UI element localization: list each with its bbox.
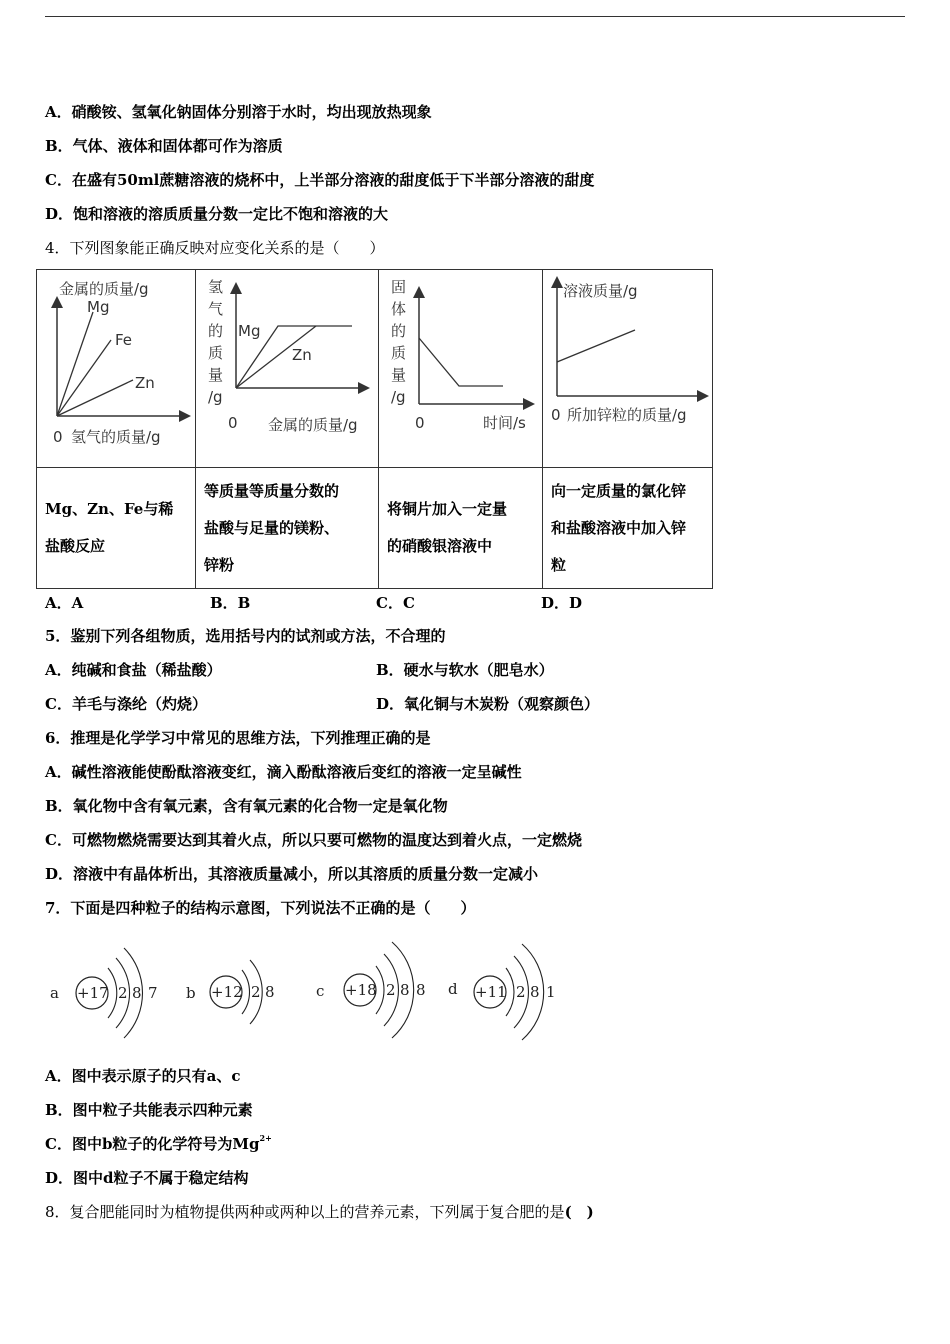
- q3-option-a: A．硝酸铵、氢氧化钠固体分别溶于水时，均出现放热现象: [45, 103, 432, 121]
- particle-a-label: a: [50, 984, 59, 1002]
- graph-b-ylabel-3: 的: [208, 322, 224, 340]
- graph-a-ylabel: 金属的质量/g: [59, 280, 149, 298]
- graph-b-ylabel-2: 气: [208, 300, 224, 318]
- graph-a-line-zn: [57, 380, 133, 416]
- particle-c-nucleus-charge: +18: [345, 981, 377, 999]
- graph-b: [196, 270, 378, 466]
- particle-c: [316, 942, 426, 1038]
- particle-d-label: d: [448, 980, 458, 998]
- desc-d-line-3: 粒: [551, 555, 567, 574]
- particle-a-shell-1: [108, 968, 117, 1018]
- desc-d: [543, 468, 713, 589]
- graph-a-series-fe: Fe: [115, 331, 133, 349]
- graph-c-ylabel-4: 质: [391, 344, 407, 362]
- desc-b-line-2: 盐酸与足量的镁粉、: [204, 518, 340, 537]
- header-rule: [45, 16, 905, 17]
- particle-b: [186, 960, 275, 1024]
- particle-c-shell-1: [376, 966, 384, 1014]
- q8-answer-paren: ( ): [564, 1203, 594, 1221]
- particle-a: [50, 948, 158, 1038]
- graph-c-ylabel-6: /g: [391, 388, 406, 406]
- graph-c-ylabel-1: 固: [391, 278, 407, 296]
- graph-b-cell: [196, 270, 379, 468]
- graph-d-ylabel: 溶液质量/g: [563, 282, 638, 300]
- graph-a-series-zn: Zn: [135, 374, 155, 392]
- q4-option-d: D．D: [541, 594, 583, 612]
- q4-option-a: A．A: [45, 594, 84, 612]
- particle-a-shell-2-electrons: 8: [132, 984, 142, 1002]
- q7-option-b: B．图中粒子共能表示四种元素: [45, 1101, 253, 1119]
- graph-a-line-fe: [57, 340, 111, 416]
- particle-d-shell-3-electrons: 1: [546, 983, 556, 1001]
- particle-c-shell-3-electrons: 8: [416, 981, 426, 999]
- q6-option-b: B．氧化物中含有氧元素，含有氧元素的化合物一定是氧化物: [45, 797, 448, 815]
- graph-a-line-mg: [57, 312, 93, 416]
- graph-a-series-mg: Mg: [87, 298, 110, 316]
- desc-c: [379, 468, 543, 589]
- q4-stem: 4．下列图象能正确反映对应变化关系的是（ ）: [45, 239, 385, 257]
- particle-c-shell-2-electrons: 8: [400, 981, 410, 999]
- desc-b-line-1: 等质量等质量分数的: [204, 481, 340, 500]
- q4-option-table: [36, 269, 713, 589]
- graph-b-ylabel-4: 质: [208, 344, 224, 362]
- q8-stem-text: 8．复合肥能同时为植物提供两种或两种以上的营养元素，下列属于复合肥的是: [45, 1203, 565, 1221]
- particle-b-shell-1-electrons: 2: [251, 983, 261, 1001]
- desc-d-line-2: 和盐酸溶液中加入锌: [551, 518, 687, 537]
- graph-c-xlabel: 时间/s: [483, 414, 526, 432]
- graph-d-origin: 0: [551, 406, 561, 424]
- particle-d-shell-1: [506, 968, 514, 1016]
- desc-c-line-2: 的硝酸银溶液中: [387, 537, 493, 555]
- graph-b-series-zn: Zn: [292, 346, 312, 364]
- particle-a-nucleus-charge: +17: [77, 984, 109, 1002]
- particle-b-shell-2-electrons: 8: [265, 983, 275, 1001]
- graph-c-cell: [379, 270, 543, 468]
- graph-d-xlabel: 所加锌粒的质量/g: [567, 406, 687, 424]
- q6-option-d: D．溶液中有晶体析出，其溶液质量减小，所以其溶质的质量分数一定减小: [45, 865, 539, 883]
- particle-d-nucleus-charge: +11: [475, 983, 507, 1001]
- graph-d: [543, 270, 712, 466]
- q7-option-c-charge: 2+: [259, 1133, 272, 1143]
- q5-option-d: D．氧化铜与木炭粉（观察颜色）: [376, 695, 600, 713]
- q8-stem: [45, 1202, 594, 1222]
- q7-stem: 7．下面是四种粒子的结构示意图，下列说法不正确的是（ ）: [45, 899, 476, 917]
- graph-b-origin: 0: [228, 414, 238, 432]
- q6-stem: 6．推理是化学学习中常见的思维方法，下列推理正确的是: [45, 729, 431, 747]
- desc-c-line-1: 将铜片加入一定量: [387, 500, 508, 518]
- graph-c-ylabel-2: 体: [391, 300, 407, 318]
- desc-a: [37, 468, 196, 589]
- particle-b-nucleus-charge: +12: [211, 983, 243, 1001]
- desc-d-line-1: 向一定质量的氯化锌: [551, 481, 687, 500]
- particle-b-label: b: [186, 984, 196, 1002]
- particle-c-shell-1-electrons: 2: [386, 981, 396, 999]
- q4-option-b: B．B: [210, 594, 251, 612]
- particle-a-shell-1-electrons: 2: [118, 984, 128, 1002]
- q6-option-a: A．碱性溶液能使酚酞溶液变红，滴入酚酞溶液后变红的溶液一定呈碱性: [45, 763, 522, 781]
- graph-c: [379, 270, 542, 466]
- q7-option-c-text: C．图中b粒子的化学符号为Mg: [45, 1135, 260, 1153]
- particle-b-shell-1: [242, 970, 250, 1014]
- particle-d-shell-1-electrons: 2: [516, 983, 526, 1001]
- desc-b-line-3: 锌粉: [204, 555, 235, 574]
- q7-option-c: [45, 1134, 272, 1154]
- particle-d-shell-2-electrons: 8: [530, 983, 540, 1001]
- graph-c-line: [419, 338, 503, 386]
- q5-stem: 5．鉴别下列各组物质，选用括号内的试剂或方法，不合理的: [45, 627, 446, 645]
- q4-option-c: C．C: [376, 594, 415, 612]
- graph-c-ylabel-3: 的: [391, 322, 407, 340]
- graph-b-series-mg: Mg: [238, 322, 261, 340]
- graph-b-xlabel: 金属的质量/g: [268, 416, 358, 434]
- particle-c-label: c: [316, 982, 325, 1000]
- q7-option-a: A．图中表示原子的只有a、c: [45, 1067, 241, 1085]
- desc-b: [196, 468, 379, 589]
- particle-structure-diagrams: [40, 930, 600, 1050]
- graph-a-cell: [37, 270, 196, 468]
- q3-option-d: D．饱和溶液的溶质质量分数一定比不饱和溶液的大: [45, 205, 389, 223]
- graph-d-cell: [543, 270, 713, 468]
- graph-c-ylabel-5: 量: [391, 366, 407, 384]
- graph-b-ylabel-6: /g: [208, 388, 223, 406]
- graph-b-ylabel-1: 氢: [208, 278, 224, 296]
- graph-a: [37, 270, 195, 466]
- q3-option-b: B．气体、液体和固体都可作为溶质: [45, 137, 283, 155]
- q5-option-c: C．羊毛与涤纶（灼烧）: [45, 695, 207, 713]
- desc-a-line-2: 盐酸反应: [45, 537, 106, 555]
- q7-option-d: D．图中d粒子不属于稳定结构: [45, 1169, 249, 1187]
- q5-option-b: B．硬水与软水（肥皂水）: [376, 661, 554, 679]
- graph-c-origin: 0: [415, 414, 425, 432]
- graph-b-ylabel-5: 量: [208, 366, 224, 384]
- graph-a-origin: 0: [53, 428, 63, 446]
- particle-a-shell-3-electrons: 7: [148, 984, 158, 1002]
- q6-option-c: C．可燃物燃烧需要达到其着火点，所以只要可燃物的温度达到着火点，一定燃烧: [45, 831, 582, 849]
- q3-option-c: C．在盛有50ml蔗糖溶液的烧杯中，上半部分溶液的甜度低于下半部分溶液的甜度: [45, 171, 595, 189]
- q5-option-a: A．纯碱和食盐（稀盐酸）: [45, 661, 222, 679]
- graph-d-line: [557, 330, 635, 362]
- graph-a-xlabel: 氢气的质量/g: [71, 428, 161, 446]
- particle-d: [448, 944, 556, 1040]
- desc-a-line-1: Mg、Zn、Fe与稀: [45, 500, 174, 518]
